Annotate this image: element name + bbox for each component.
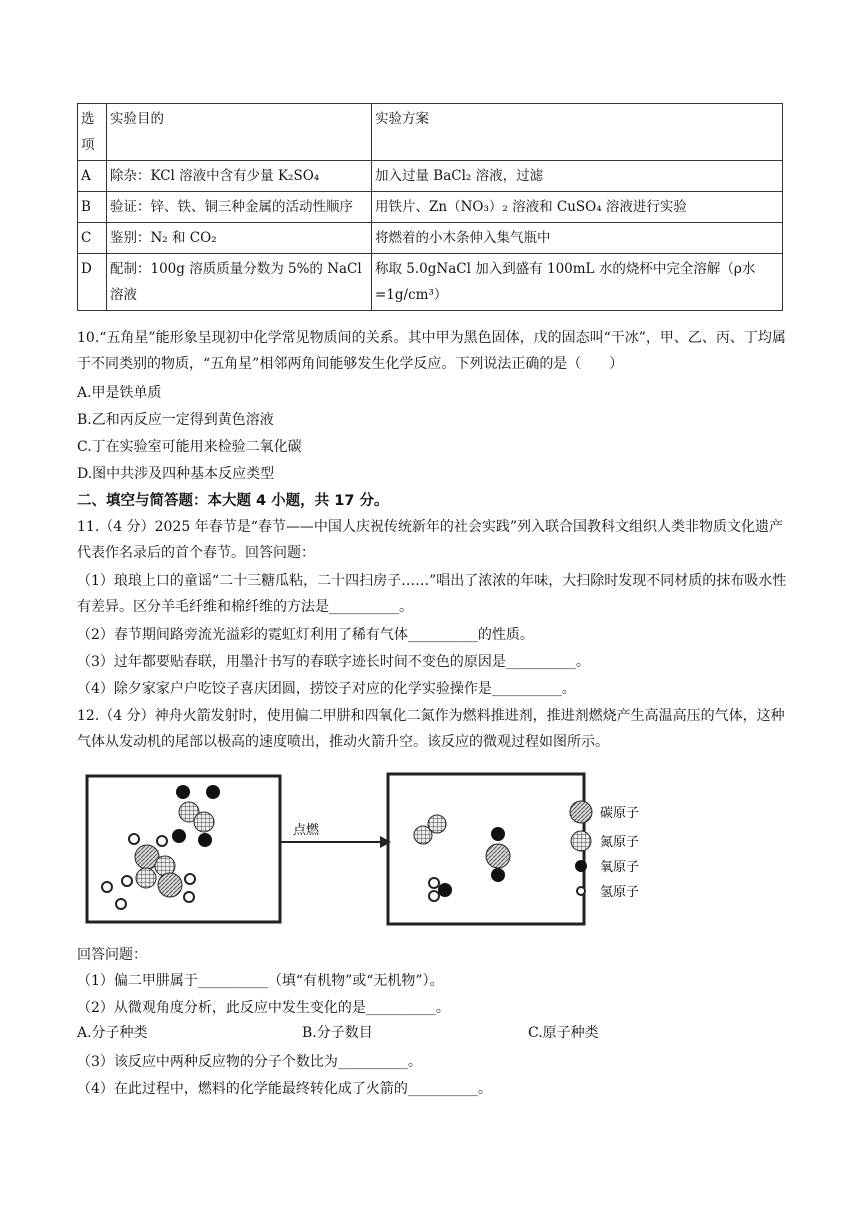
q12-choice-c: C.原子种类 — [528, 1025, 599, 1041]
row-goal: 鉴别：N₂ 和 CO₂ — [107, 223, 372, 254]
row-option: C — [78, 223, 107, 254]
q11-part-1: （1）琅琅上口的童谣“二十三糖瓜粘，二十四扫房子……”唱出了浓浓的年味，大扫除时发现不同材质的抹布吸水性有差异。区分羊毛纤维和棉纤维的方法是__________。 — [77, 573, 787, 615]
table-row — [78, 223, 783, 254]
n2-molecule — [414, 815, 446, 844]
row-plan: 加入过量 BaCl₂ 溶液，过滤 — [372, 161, 783, 192]
q10-option-a: A.甲是铁单质 — [77, 385, 162, 401]
legend-nitrogen: 氮原子 — [600, 835, 640, 850]
q12-part-1: （1）偏二甲肼属于__________（填“有机物”或“无机物”）。 — [77, 973, 444, 989]
row-option: A — [78, 161, 107, 192]
q11-part-2: （2）春节期间路旁流光溢彩的霓虹灯利用了稀有气体__________的性质。 — [77, 627, 534, 643]
row-plan: 用铁片、Zn（NO₃）₂ 溶液和 CuSO₄ 溶液进行实验 — [372, 192, 783, 223]
q10-option-c: C.丁在实验室可能用来检验二氧化碳 — [77, 439, 302, 455]
h2o-molecule — [429, 878, 452, 901]
q10-option-d: D.图中共涉及四种基本反应类型 — [77, 466, 275, 482]
header-plan: 实验方案 — [372, 104, 783, 161]
row-goal: 配制：100g 溶质质量分数为 5%的 NaCl 溶液 — [107, 254, 372, 311]
row-plan: 称取 5.0gNaCl 加入到盛有 100mL 水的烧杯中完全溶解（ρ水=1g/cm³） — [372, 254, 783, 311]
q11-part-3: （3）过年都要贴春联，用墨汁书写的春联字迹长时间不变色的原因是__________。 — [77, 654, 590, 670]
q12-part-4: （4）在此过程中，燃料的化学能最终转化成了火箭的__________。 — [77, 1081, 492, 1097]
row-goal: 验证：锌、铁、铜三种金属的活动性顺序 — [107, 192, 372, 223]
table-row — [78, 254, 783, 311]
section-heading: 二、填空与简答题：本大题 4 小题，共 17 分。 — [77, 493, 389, 509]
row-option: D — [78, 254, 107, 311]
row-plan: 将燃着的小木条伸入集气瓶中 — [372, 223, 783, 254]
legend-hydrogen: 氢原子 — [600, 885, 640, 900]
diagram-legend — [570, 801, 639, 900]
q12-stem: 12.（4 分）神舟火箭发射时，使用偏二甲肼和四氧化二氮作为燃料推进剂，推进剂燃烧产生高温高压的气体，这种气体从发动机的尾部以极高的速度喷出，推动火箭升空。该反应的微观过程如图所示。 — [77, 708, 785, 750]
legend-oxygen: 氧原子 — [600, 860, 640, 875]
q12-choice-a: A.分子种类 — [77, 1025, 148, 1041]
c2h8n2-molecule — [102, 834, 195, 909]
header-option: 选项 — [78, 104, 107, 161]
table-row — [78, 192, 783, 223]
q10-stem: 10.“五角星”能形象呈现初中化学常见物质间的关系。其中甲为黑色固体，戊的固态叫“干冰”，甲、乙、丙、丁均属于不同类别的物质，“五角星”相邻两角间能够发生化学反应。下列说法正确的是（ ） — [77, 330, 786, 372]
q12-part-2: （2）从微观角度分析，此反应中发生变化的是__________。 — [77, 1000, 450, 1016]
arrow-label: 点燃 — [293, 823, 320, 838]
q12-part-3: （3）该反应中两种反应物的分子个数比为__________。 — [77, 1054, 422, 1070]
experiment-table — [77, 103, 783, 311]
reaction-diagram — [77, 762, 667, 932]
q11-part-4: （4）除夕家家户户吃饺子喜庆团圆，捞饺子对应的化学实验操作是__________。 — [77, 681, 576, 697]
n2o4-molecule — [172, 785, 220, 847]
header-goal: 实验目的 — [107, 104, 372, 161]
q10-option-b: B.乙和丙反应一定得到黄色溶液 — [77, 412, 274, 428]
q12-choice-b: B.分子数目 — [302, 1025, 373, 1041]
q12-answer-intro: 回答问题： — [77, 947, 147, 963]
row-goal: 除杂：KCl 溶液中含有少量 K₂SO₄ — [107, 161, 372, 192]
legend-carbon: 碳原子 — [600, 806, 640, 821]
table-row — [78, 161, 783, 192]
product-box — [388, 774, 584, 924]
co2-molecule — [486, 827, 510, 882]
table-header-row — [78, 104, 783, 161]
row-option: B — [78, 192, 107, 223]
q11-stem: 11.（4 分）2025 年春节是“春节——中国人庆祝传统新年的社会实践”列入联合国教科文组织人类非物质文化遗产代表作名录后的首个春节。回答问题： — [77, 519, 784, 561]
